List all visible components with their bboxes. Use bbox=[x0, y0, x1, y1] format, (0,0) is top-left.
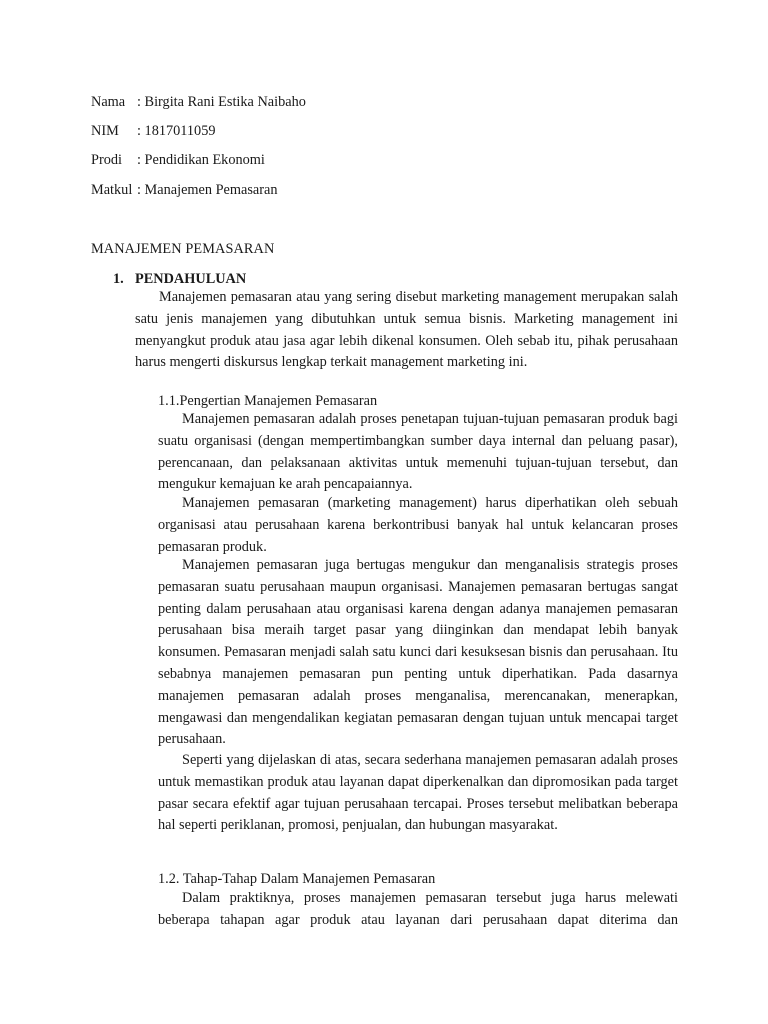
paragraph-1-1-a: Manajemen pemasaran adalah proses penetapan tujuan-tujuan pemasaran produk bagi suatu organisasi (dengan mempertimbangkan sumber daya internal dan peluang pasar), perencanaan, dan pelaksanaan aktivitas untuk memenuhi tujuan-tujuan tersebut, dan mengukur kemajuan ke arah pencapaiannya. bbox=[158, 411, 678, 493]
section-title: PENDAHULUAN bbox=[135, 271, 247, 287]
paragraph-1-1-b: Manajemen pemasaran (marketing management) harus diperhatikan oleh sebuah organisasi atau perusahaan karena berkontribusi banyak hal untuk kelancaran proses pemasaran produk. bbox=[158, 495, 678, 555]
subsection-1-1-heading: 1.1.Pengertian Manajemen Pemasaran bbox=[158, 393, 378, 409]
identity-prodi-label: Prodi bbox=[91, 152, 122, 168]
identity-nama bbox=[91, 92, 306, 112]
identity-matkul-label: Matkul bbox=[91, 182, 133, 198]
identity-prodi bbox=[91, 150, 265, 170]
identity-matkul bbox=[91, 180, 278, 200]
identity-matkul-value: : Manajemen Pemasaran bbox=[137, 182, 278, 198]
paragraph-1-1-d: Seperti yang dijelaskan di atas, secara sederhana manajemen pemasaran adalah proses untuk memastikan produk atau layanan dapat diperkenalkan dan dipromosikan pada target pasar secara efektif agar tujuan perusahaan tercapai. Proses tersebut melibatkan beberapa hal seperti periklanan, promosi, penjualan, dan hubungan masyarakat. bbox=[158, 752, 678, 834]
identity-nama-value: : Birgita Rani Estika Naibaho bbox=[137, 94, 306, 110]
identity-nim bbox=[91, 121, 216, 141]
subsection-1-2-heading: 1.2. Tahap-Tahap Dalam Manajemen Pemasaran bbox=[158, 871, 436, 887]
identity-nim-label: NIM bbox=[91, 123, 119, 139]
identity-nama-label: Nama bbox=[91, 94, 126, 110]
section-number: 1. bbox=[113, 271, 124, 287]
identity-nim-value: : 1817011059 bbox=[137, 123, 216, 139]
document-title: MANAJEMEN PEMASARAN bbox=[91, 241, 275, 257]
paragraph-1-2-a: Dalam praktiknya, proses manajemen pemasaran tersebut juga harus melewati beberapa tahapan agar produk atau layanan dari perusahaan dapat diterima dan bbox=[158, 890, 678, 928]
identity-prodi-value: : Pendidikan Ekonomi bbox=[137, 152, 265, 168]
paragraph-1-1-c: Manajemen pemasaran juga bertugas mengukur dan menganalisis strategis proses pemasaran suatu perusahaan maupun organisasi. Manajemen pemasaran bertugas sangat penting dalam perusahaan atau organisasi karena dengan adanya manajemen pemasaran perusahaan bisa meraih target pasar yang diinginkan dan mendapat lebih banyak konsumen. Pemasaran menjadi salah satu kunci dari kesuksesan bisnis dan perusahaan. Itu sebabnya manajemen pemasaran pun penting untuk diperhatikan. Pada dasarnya manajemen pemasaran adalah proses menganalisa, merencanakan, menerapkan, mengawasi dan mengendalikan kegiatan pemasaran dengan tujuan untuk mencapai target perusahaan. bbox=[158, 557, 678, 748]
intro-paragraph: Manajemen pemasaran atau yang sering disebut marketing management merupakan salah satu jenis manajemen yang dibutuhkan untuk semua bisnis. Marketing management ini menyangkut produk atau jasa agar lebih dikenal konsumen. Oleh sebab itu, pihak perusahaan harus mengerti diskursus lengkap terkait management marketing ini. bbox=[135, 289, 678, 371]
